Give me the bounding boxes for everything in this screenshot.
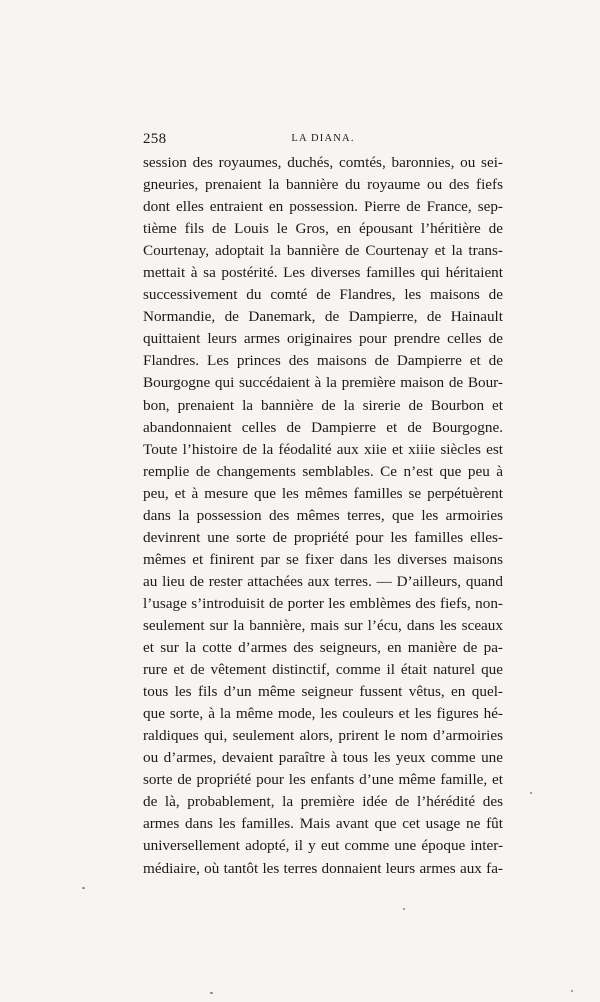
text-line: l’usage s’introduisit de porter les emblèmes des fiefs, non-: [143, 594, 503, 612]
paper-speck: [82, 887, 85, 889]
page-header: [143, 131, 503, 151]
text-line: dont elles entraient en possession. Pierre de France, sep-: [143, 198, 503, 216]
text-line: Courtenay, adoptait la bannière de Courtenay et la trans-: [143, 242, 503, 260]
text-line: sorte de propriété pour les enfants d’une même famille, et: [143, 771, 503, 789]
paper-speck: [530, 792, 532, 794]
text-line: seulement sur la bannière, mais sur l’écu, dans les sceaux: [143, 616, 503, 634]
text-line: tième fils de Louis le Gros, en épousant l’héritière de: [143, 220, 503, 238]
text-line: bon, prenaient la bannière de la sirerie de Bourbon et: [143, 396, 503, 414]
text-line: raldiques qui, seulement alors, prirent le nom d’armoiries: [143, 727, 503, 745]
text-line: et sur la cotte d’armes des seigneurs, en manière de pa-: [143, 639, 503, 657]
text-line: médiaire, où tantôt les terres donnaient leurs armes aux fa-: [143, 859, 503, 877]
page-number: 258: [143, 131, 167, 147]
text-line: universellement adopté, il y eut comme une époque inter-: [143, 837, 503, 855]
text-line: session des royaumes, duchés, comtés, baronnies, ou sei-: [143, 154, 503, 171]
paper-speck: [571, 990, 573, 992]
text-line: quittaient leurs armes originaires pour prendre celles de: [143, 330, 503, 348]
text-line: dans la possession des mêmes terres, que les armoiries: [143, 506, 503, 524]
paper-speck: [403, 908, 405, 910]
text-line: remplie de changements semblables. Ce n’est que peu à: [143, 462, 503, 480]
text-line: Normandie, de Danemark, de Dampierre, de Hainault: [143, 308, 503, 326]
text-line: de là, probablement, la première idée de l’hérédité des: [143, 793, 503, 811]
text-line: successivement du comté de Flandres, les maisons de: [143, 286, 503, 304]
running-head: LA DIANA.: [291, 133, 355, 144]
text-line: armes dans les familles. Mais avant que cet usage ne fût: [143, 815, 503, 833]
text-line: peu, et à mesure que les mêmes familles se perpétuèrent: [143, 484, 503, 502]
text-line: mêmes et finirent par se fixer dans les diverses maisons: [143, 550, 503, 568]
text-line: devinrent une sorte de propriété pour les familles elles-: [143, 528, 503, 546]
text-line: Bourgogne qui succédaient à la première maison de Bour-: [143, 374, 503, 392]
text-line: Toute l’histoire de la féodalité aux xiie et xiiie siècles est: [143, 440, 503, 458]
body-text: [143, 152, 503, 880]
text-line: mettait à sa postérité. Les diverses familles qui héritaient: [143, 264, 503, 282]
text-line: rure et de vêtement distinctif, comme il était naturel que: [143, 661, 503, 679]
text-line: tous les fils d’un même seigneur fussent vêtus, en quel-: [143, 683, 503, 701]
text-line: Flandres. Les princes des maisons de Dampierre et de: [143, 352, 503, 370]
text-line: gneuries, prenaient la bannière du royaume ou des fiefs: [143, 176, 503, 194]
text-line: au lieu de rester attachées aux terres. — D’ailleurs, quand: [143, 572, 503, 590]
text-line: que sorte, à la même mode, les couleurs et les figures hé-: [143, 705, 503, 723]
text-line: abandonnaient celles de Dampierre et de Bourgogne.: [143, 418, 503, 436]
text-line: ou d’armes, devaient paraître à tous les yeux comme une: [143, 749, 503, 767]
paper-speck: [210, 992, 213, 994]
